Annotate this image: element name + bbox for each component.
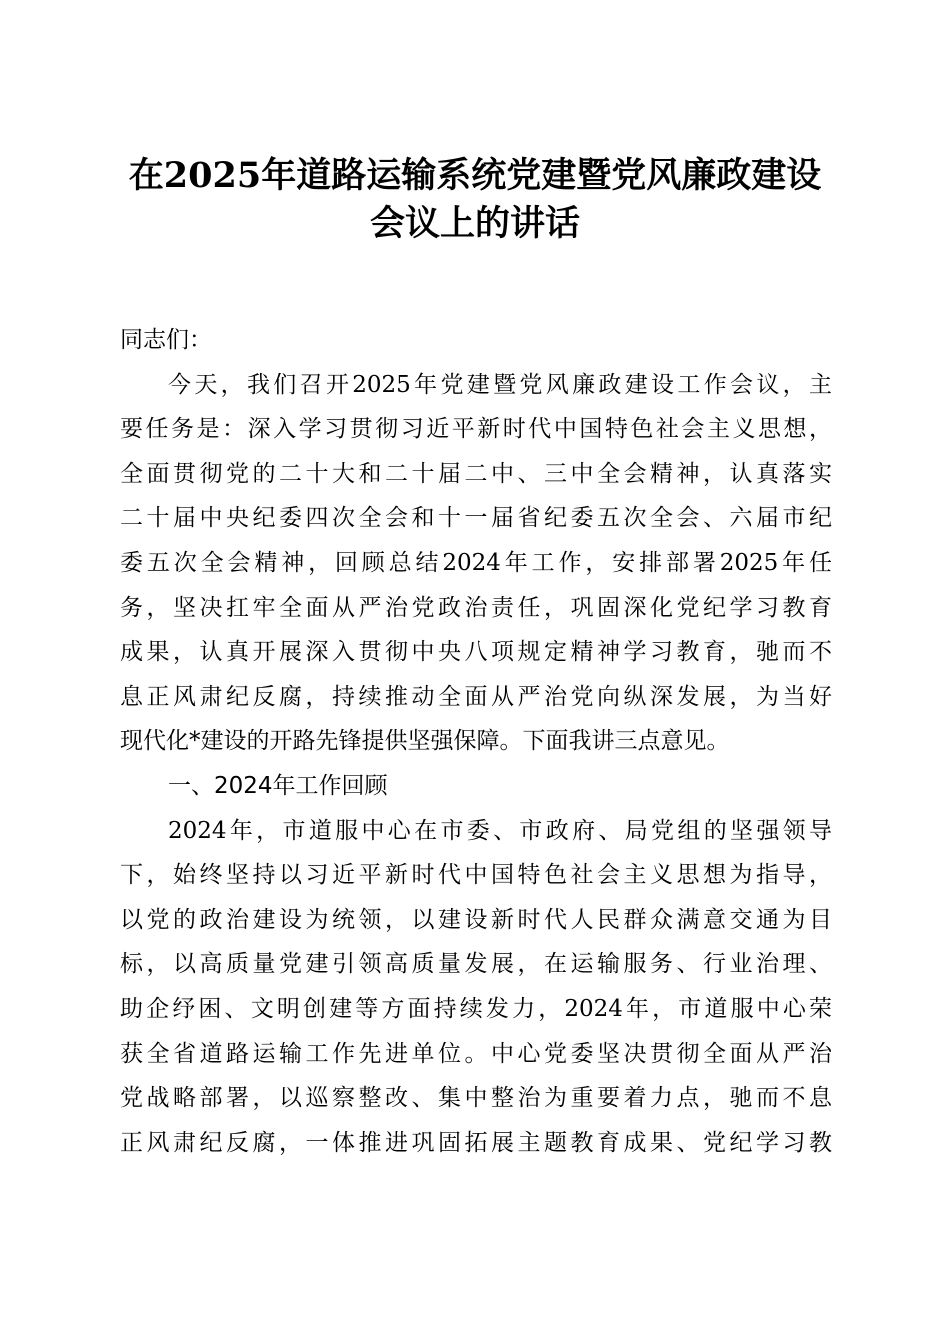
paragraph-review [120,809,832,1166]
paragraph-line: 以党的政治建设为统领，以建设新时代人民群众满意交通为目 [120,906,832,933]
paragraph-line: 2024年，市道服中心在市委、市政府、局党组的坚强领导 [168,817,832,844]
paragraph-line: 务，坚决扛牢全面从严治党政治责任，巩固深化党纪学习教育 [120,594,832,621]
document-title [100,152,850,248]
paragraph-line: 标，以高质量党建引领高质量发展，在运输服务、行业治理、 [120,951,832,978]
paragraph-line: 二十届中央纪委四次全会和十一届省纪委五次全会、六届市纪 [120,505,832,532]
paragraph-line: 正风肃纪反腐，一体推进巩固拓展主题教育成果、党纪学习教 [120,1129,832,1156]
paragraph-line: 委五次全会精神，回顾总结2024年工作，安排部署2025年任 [120,549,832,576]
document-body [120,318,832,1165]
title-line-2: 会议上的讲话 [369,203,580,244]
paragraph-line: 成果，认真开展深入贯彻中央八项规定精神学习教育，驰而不 [120,639,832,666]
salutation: 同志们： [120,327,212,353]
title-line-1: 在2025年道路运输系统党建暨党风廉政建设 [128,155,822,196]
paragraph-line: 助企纾困、文明创建等方面持续发力，2024年，市道服中心荣 [120,995,832,1022]
paragraph-line: 全面贯彻党的二十大和二十届二中、三中全会精神，认真落实 [120,460,832,487]
paragraph-line: 今天，我们召开2025年党建暨党风廉政建设工作会议，主 [168,371,832,398]
paragraph-line: 党战略部署，以巡察整改、集中整治为重要着力点，驰而不息 [120,1085,832,1112]
section-heading: 一、2024年工作回顾 [168,772,388,799]
paragraph-line: 现代化*建设的开路先锋提供坚强保障。下面我讲三点意见。 [120,728,730,755]
paragraph-line: 要任务是：深入学习贯彻习近平新时代中国特色社会主义思想， [120,416,832,443]
paragraph-opening [120,363,832,764]
paragraph-line: 下，始终坚持以习近平新时代中国特色社会主义思想为指导， [120,862,832,889]
paragraph-line: 获全省道路运输工作先进单位。中心党委坚决贯彻全面从严治 [120,1040,832,1067]
paragraph-line: 息正风肃纪反腐，持续推动全面从严治党向纵深发展，为当好 [120,683,832,710]
